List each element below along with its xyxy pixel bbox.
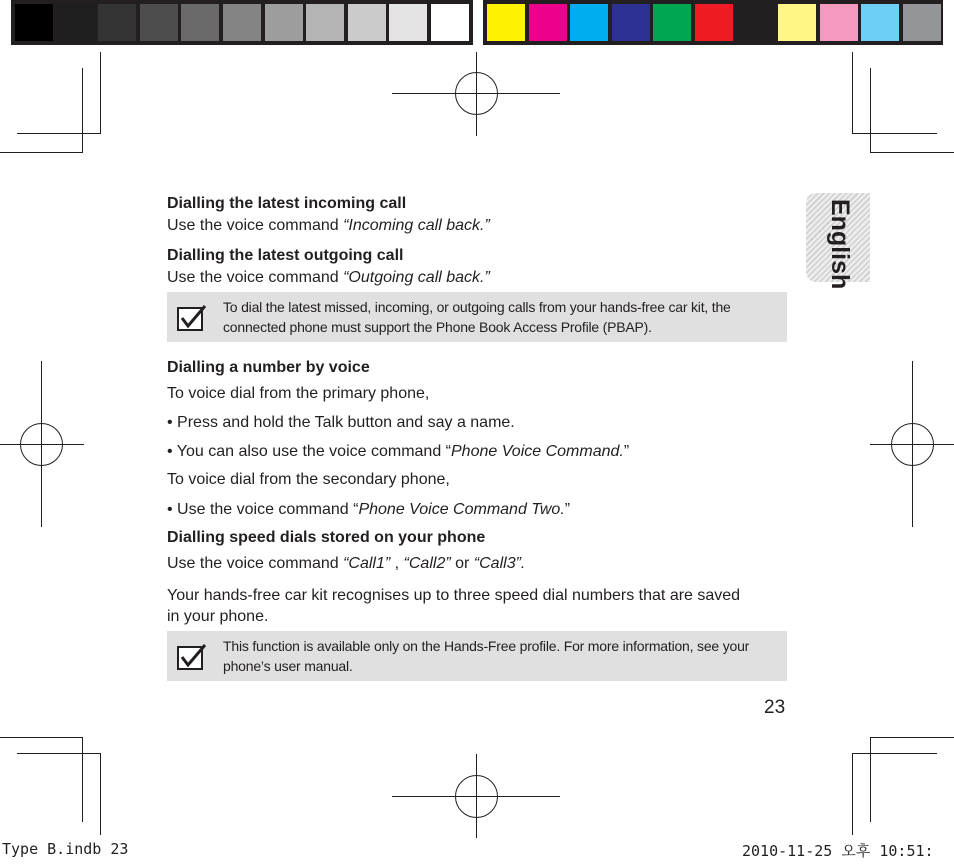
footer-timestamp: 2010-11-25 오후 10:51:: [742, 842, 934, 860]
gray-swatch: [140, 4, 178, 41]
gray-swatch: [181, 4, 219, 41]
note-hands-free-text: This function is available only on the Hands-Free profile. For more information, see your phone’s user manual.: [223, 638, 750, 674]
incoming-call-instruction: Use the voice command “Incoming call back.”: [167, 217, 490, 234]
color-swatch: [861, 4, 899, 41]
heading-outgoing-call: Dialling the latest outgoing call: [167, 247, 404, 264]
gray-swatch: [348, 4, 386, 41]
page-number: 23: [764, 697, 786, 718]
note-pbap: [167, 292, 787, 342]
color-swatch: [695, 4, 733, 41]
bullet-press-talk: • Press and hold the Talk button and say a name.: [167, 414, 515, 431]
gray-swatch: [98, 4, 136, 41]
color-swatch: [778, 4, 816, 41]
color-swatch: [570, 4, 608, 41]
color-swatch: [903, 4, 941, 41]
language-tab: [806, 193, 870, 290]
color-swatch: [820, 4, 858, 41]
gray-swatch: [306, 4, 344, 41]
note-pbap-text: To dial the latest missed, incoming, or outgoing calls from your hands-free car kit, the connected phone must support the Phone Book Access Profile (PBAP).: [223, 299, 731, 335]
color-swatch: [653, 4, 691, 41]
bullet-voice-command-two: • Use the voice command “Phone Voice Command Two.”: [167, 501, 571, 518]
speed-dial-paragraph-line2: in your phone.: [167, 608, 269, 625]
gray-swatch: [431, 4, 469, 41]
footer-file-info: Type B.indb 23: [2, 840, 129, 858]
checkbox-note-icon: [177, 305, 207, 332]
color-swatch: [737, 4, 775, 41]
checkbox-note-icon: [177, 644, 207, 671]
heading-voice-dial: Dialling a number by voice: [167, 359, 370, 376]
gray-swatch: [223, 4, 261, 41]
language-tab-label: English: [826, 199, 854, 290]
speed-dial-instruction: Use the voice command “Call1” , “Call2” or “Call3”.: [167, 555, 526, 572]
gray-swatch: [389, 4, 427, 41]
color-swatch: [612, 4, 650, 41]
color-swatch: [529, 4, 567, 41]
heading-incoming-call: Dialling the latest incoming call: [167, 195, 407, 212]
gray-swatch: [57, 4, 95, 41]
outgoing-call-instruction: Use the voice command “Outgoing call back.”: [167, 269, 490, 286]
color-swatch: [487, 4, 525, 41]
speed-dial-paragraph-line1: Your hands-free car kit recognises up to three speed dial numbers that are saved: [167, 587, 741, 604]
secondary-phone-intro: To voice dial from the secondary phone,: [167, 471, 450, 488]
note-hands-free: [167, 631, 787, 681]
gray-swatch: [265, 4, 303, 41]
primary-phone-intro: To voice dial from the primary phone,: [167, 385, 430, 402]
heading-speed-dial: Dialling speed dials stored on your phone: [167, 529, 486, 546]
color-bar: [11, 0, 943, 45]
gray-swatch: [15, 4, 53, 41]
bullet-voice-command: • You can also use the voice command “Phone Voice Command.”: [167, 443, 630, 460]
